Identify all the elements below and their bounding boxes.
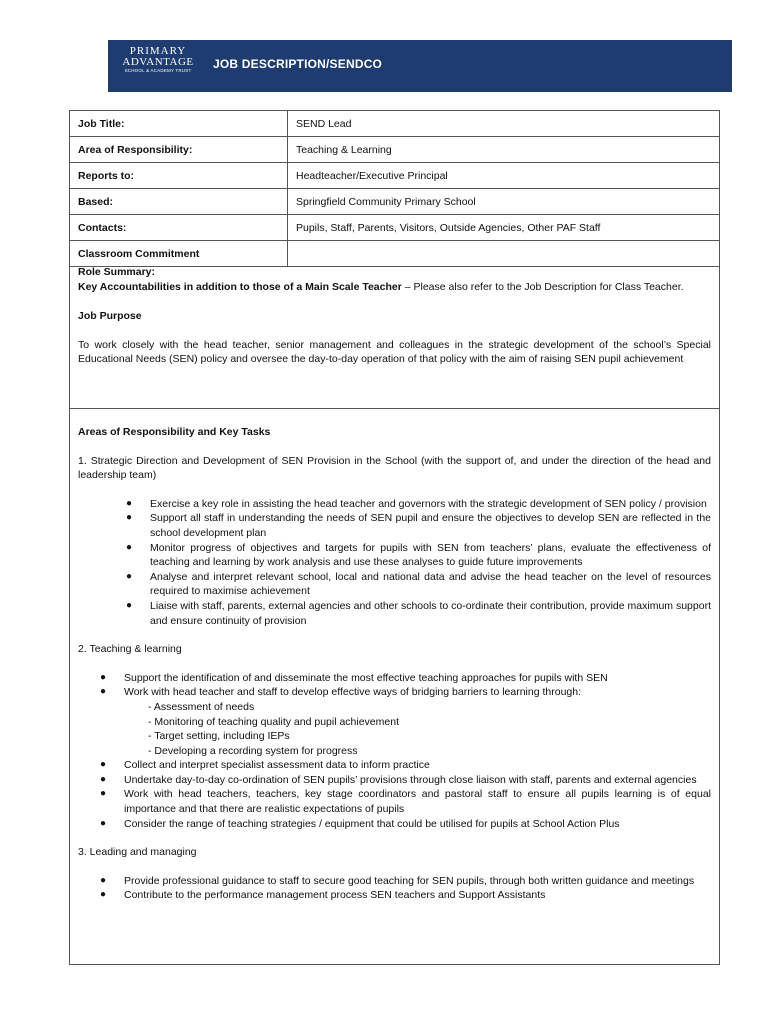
list-item: [78, 570, 711, 599]
area-value: Teaching & Learning: [288, 137, 720, 163]
list-item: [78, 599, 711, 628]
job-title-value: SEND Lead: [288, 111, 720, 137]
bullet-icon: ●: [126, 599, 133, 611]
areas-section: [70, 409, 719, 903]
list-item: [78, 671, 711, 686]
reports-to-value: Headteacher/Executive Principal: [288, 163, 720, 189]
bullet-icon: ●: [126, 512, 133, 524]
section-3-title: 3. Leading and managing: [78, 846, 197, 859]
bullet-icon: ●: [100, 686, 107, 698]
list-item: [78, 787, 711, 816]
list-item-text: Provide professional guidance to staff to secure good teaching for SEN pupils, through both written guidance and meetings: [124, 874, 695, 887]
section-1-list: [78, 497, 711, 628]
bullet-icon: ●: [100, 817, 107, 829]
section-3-list: [78, 874, 711, 903]
role-summary-heading: Role Summary:: [78, 266, 156, 278]
list-item-text: Work with head teachers, teachers, key stage coordinators and pastoral staff to ensure all pupils learning is of equal importance and that there are realistic expectations of pupils: [124, 788, 711, 816]
bullet-icon: ●: [100, 759, 107, 771]
section-1-title: 1. Strategic Direction and Development of SEN Provision in the School (with the support of, and under the direction of the head and leadership team): [78, 454, 711, 482]
list-item-text: Liaise with staff, parents, external agencies and other schools to co-ordinate their contribution, provide maximum support and ensure continuity of provision: [150, 599, 711, 627]
list-item: [78, 685, 711, 758]
contacts-label: Contacts:: [70, 215, 288, 241]
list-item: [78, 817, 711, 832]
bullet-icon: ●: [100, 889, 107, 901]
area-label: Area of Responsibility:: [70, 137, 288, 163]
contacts-value: Pupils, Staff, Parents, Visitors, Outside Agencies, Other PAF Staff: [288, 215, 720, 241]
list-item-text: Analyse and interpret relevant school, local and national data and advise the head teacher on the level of resources required to maximise achievement: [150, 570, 711, 598]
sub-item: - Monitoring of teaching quality and pupil achievement: [148, 715, 399, 728]
list-item: [78, 541, 711, 570]
based-value: Springfield Community Primary School: [288, 189, 720, 215]
list-item-text: Exercise a key role in assisting the head teacher and governors with the strategic development of SEN policy / provision: [150, 497, 707, 510]
bullet-icon: ●: [100, 671, 107, 683]
table-row: [70, 189, 720, 215]
job-info-table: [69, 110, 720, 267]
list-item-text: Work with head teacher and staff to develop effective ways of bridging barriers to learning through:: [124, 686, 582, 699]
bullet-icon: ●: [126, 497, 133, 509]
key-accountabilities-bold: Key Accountabilities in addition to those of a Main Scale Teacher: [78, 280, 402, 293]
bullet-icon: ●: [100, 874, 107, 886]
job-title-label: Job Title:: [70, 111, 288, 137]
logo-line-trust: SCHOOL & ACADEMY TRUST: [124, 68, 192, 73]
document-title: JOB DESCRIPTION/SENDCO: [213, 57, 383, 71]
table-row: [70, 163, 720, 189]
bullet-icon: ●: [126, 541, 133, 553]
header-banner: [108, 40, 732, 92]
logo-line-advantage: ADVANTAGE: [122, 56, 194, 68]
list-item-text: Support all staff in understanding the needs of SEN pupil and ensure the objectives to develop SEN are reflected in the school development plan: [150, 512, 711, 539]
document-body: [69, 263, 720, 965]
list-item: [78, 874, 711, 889]
key-accountabilities: [78, 280, 711, 295]
list-item-text: Monitor progress of objectives and targets for pupils with SEN from teachers’ plans, evaluate the effectiveness of teaching and learning by work analysis and use these analyses to guide future improvements: [150, 541, 711, 569]
section-2-list: [78, 671, 711, 832]
bullet-icon: ●: [100, 788, 107, 800]
list-item: [78, 511, 711, 540]
reports-to-label: Reports to:: [70, 163, 288, 189]
sub-item: - Developing a recording system for progress: [148, 744, 358, 757]
list-item: [78, 888, 711, 903]
list-item-text: Consider the range of teaching strategies / equipment that could be utilised for pupils at School Action Plus: [124, 817, 620, 830]
list-item: [78, 758, 711, 773]
sub-item: - Assessment of needs: [148, 700, 255, 713]
list-item-text: Collect and interpret specialist assessment data to inform practice: [124, 759, 430, 772]
table-row: [70, 137, 720, 163]
bullet-icon: ●: [126, 570, 133, 582]
list-item-text: Contribute to the performance management process SEN teachers and Support Assistants: [124, 889, 546, 902]
table-row: [70, 215, 720, 241]
sub-item: - Target setting, including IEPs: [148, 730, 290, 743]
job-purpose-heading: Job Purpose: [78, 310, 142, 323]
classroom-commitment-label: Classroom Commitment: [70, 241, 288, 267]
list-item-text: Support the identification of and disseminate the most effective teaching approaches for pupils with SEN: [124, 671, 608, 684]
logo-line-primary: PRIMARY: [129, 45, 187, 57]
areas-heading: Areas of Responsibility and Key Tasks: [78, 426, 271, 438]
role-summary-section: [70, 263, 719, 409]
based-label: Based:: [70, 189, 288, 215]
section-2-title: 2. Teaching & learning: [78, 643, 182, 656]
list-item: [78, 497, 711, 512]
list-item-text: Undertake day-to-day co-ordination of SEN pupils’ provisions through close liaison with staff, parents and external agencies: [124, 773, 697, 786]
bullet-icon: ●: [100, 773, 107, 785]
key-accountabilities-rest: – Please also refer to the Job Description for Class Teacher.: [401, 280, 684, 293]
primary-advantage-logo: [118, 46, 198, 86]
job-purpose-text: To work closely with the head teacher, senior management and colleagues in the strategic development of the school’s Special Educational Needs (SEN) policy and oversee the day-to-day operation of that policy with the aim of raising SEN pupil achievement: [78, 338, 711, 366]
list-item: [78, 773, 711, 788]
table-row: [70, 111, 720, 137]
